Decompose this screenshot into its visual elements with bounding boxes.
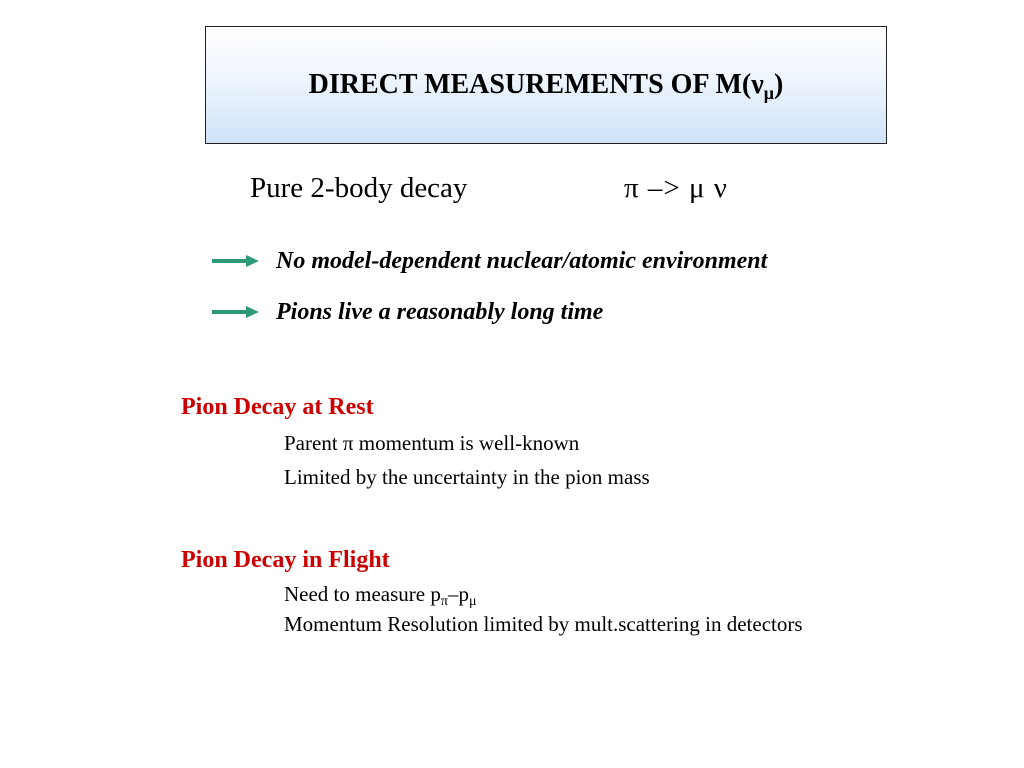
title-subscript: μ	[763, 83, 774, 103]
detail-mid: –p	[447, 582, 469, 606]
title-nu: ν	[751, 69, 764, 100]
bullet-text: No model-dependent nuclear/atomic environment	[276, 247, 768, 274]
detail-prefix: Need to measure p	[284, 582, 441, 606]
title-prefix: DIRECT MEASUREMENTS OF M(	[308, 69, 752, 100]
arrow-right-icon	[212, 305, 260, 319]
detail-subscript-pi: π	[440, 594, 448, 609]
title-box	[205, 26, 887, 144]
slide-title	[309, 69, 784, 101]
bullet-item	[212, 246, 767, 276]
section-heading-rest: Pion Decay at Rest	[181, 394, 374, 420]
bullet-text: Pions live a reasonably long time	[276, 298, 604, 325]
bullet-item	[212, 297, 603, 327]
detail-line: Parent π momentum is well-known	[284, 431, 580, 455]
arrow-right-icon	[212, 254, 260, 268]
detail-line: Momentum Resolution limited by mult.scattering in detectors	[284, 612, 803, 636]
title-suffix: )	[774, 69, 784, 100]
detail-line	[284, 582, 476, 607]
decay-formula: π –> μ ν	[624, 172, 728, 204]
detail-subscript-mu: μ	[468, 594, 477, 609]
section-heading-flight: Pion Decay in Flight	[181, 547, 390, 573]
detail-line: Limited by the uncertainty in the pion mass	[284, 465, 650, 489]
decay-label: Pure 2-body decay	[250, 172, 468, 204]
